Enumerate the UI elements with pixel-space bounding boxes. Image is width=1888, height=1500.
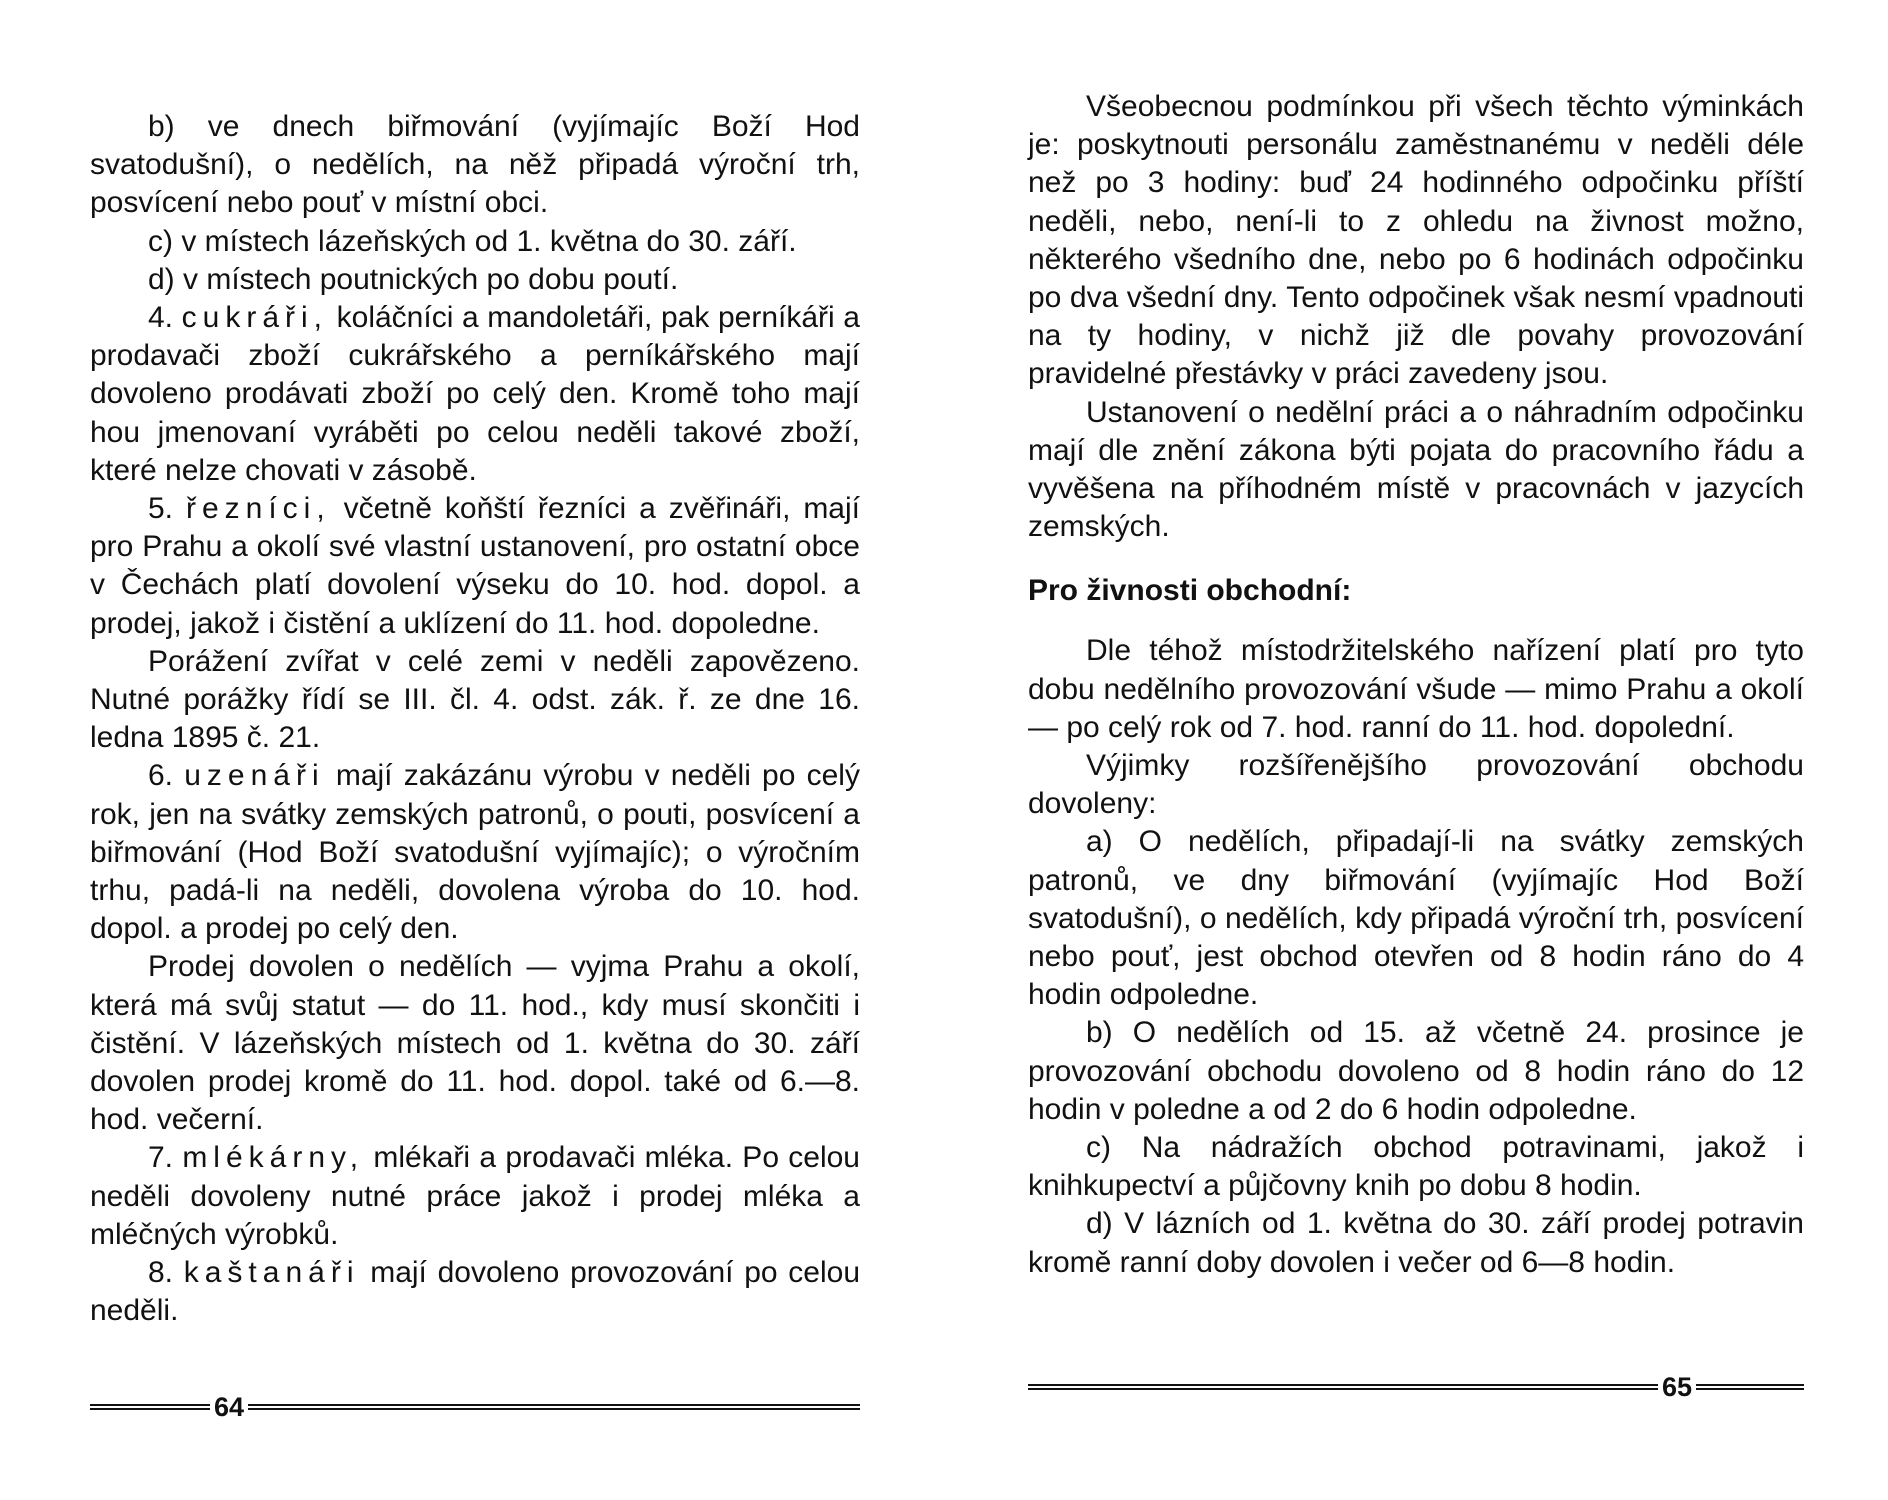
paragraph-d: d) v místech poutnických po dobu poutí. [148,262,679,296]
paragraph-ustanoveni: Ustanovení o nedělní práci a o náhradním odpočinku mají dle znění zákona býti pojata do pracovního řádu a vyvěšena na příhodném místě v pracovnách v jazycích zemských. [1028,395,1804,544]
paragraph-c-right: c) Na nádražích obchod potravinami, jakož i knihkupectví a půjčovny knih po dobu 8 hodin. [1028,1131,1804,1203]
paragraph-6 [90,757,860,948]
page-number: 65 [1662,1372,1693,1402]
item-text: mají dovoleno provozování po celou neděli. [90,1256,861,1328]
left-page-footer [90,1392,860,1422]
paragraph-dle: Dle téhož místodržitelského nařízení platí pro tyto dobu nedělního provozování všude — mimo Prahu a okolí — po celý rok od 7. hod. ranní do 11. hod. dopolední. [1028,634,1804,744]
item-text: mlékaři a prodavači mléka. Po celou neděli dovoleny nutné práce jakož i prodej mléka a mléčných výrobků. [90,1141,860,1251]
paragraph-b: b) ve dnech biřmování (vyjímajíc Boží Hod svatodušní), o nedělích, na něž připadá výroční trh, posvícení nebo pouť v místní obci. [90,110,860,220]
paragraph-d-right: d) V lázních od 1. května do 30. září prodej potravin kromě ranní doby dovolen i večer od 6—8 hodin. [1028,1207,1804,1279]
item-number: 4. [148,301,174,335]
paragraph-4 [90,299,860,490]
paragraph-b-right: b) O nedělích od 15. až včetně 24. prosince je provozování obchodu dovoleno od 8 hodin ráno do 12 hodin v poledne a od 2 do 6 hodin odpoledne. [1028,1016,1804,1126]
section-heading: Pro živnosti obchodní: [1028,574,1352,608]
paragraph-7 [90,1139,860,1254]
item-number: 8. [148,1256,174,1290]
spaced-term: řezníci, [185,492,331,526]
right-page-footer [1028,1372,1804,1402]
right-page [1028,88,1804,1282]
spaced-term: kaštanáři [183,1256,360,1290]
item-text: včetně koňští řezníci a zvěřináři, mají pro Prahu a okolí své vlastní ustanovení, pro ostatní obce v Čechách platí dovolení výseku do 10. hod. dopol. a prodej, jakož i čistění a uklízení do 11. hod. dopoledne. [90,492,860,640]
item-number: 5. [148,492,174,526]
double-rule [248,1404,860,1410]
spaced-term: cukráři, [181,301,329,335]
spaced-term: mlékárny, [182,1141,365,1175]
paragraph-8 [90,1254,860,1330]
paragraph-porazeni: Porážení zvířat v celé zemi v neděli zapovězeno. Nutné porážky řídí se III. čl. 4. odst. zák. ř. ze dne 16. ledna 1895 č. 21. [90,644,860,755]
page-number: 64 [214,1392,245,1422]
paragraph-vseobecnou: Všeobecnou podmínkou při všech těchto výminkách je: poskytnouti personálu zaměstnanému v neděli déle než po 3 hodiny: buď 24 hodinného odpočinku příští neděli, nebo, není-li to z ohledu na živnost možno, některého všedního dne, nebo po 6 hodinách odpočinku po dva všední dny. Tento odpočinek však nesmí vpadnouti na ty hodiny, v nichž již dle povahy provozování pravidelné přestávky v práci zavedeny jsou. [1028,90,1804,391]
double-rule [90,1404,210,1410]
paragraph-5 [90,490,860,643]
paragraph-a: a) O nedělích, připadají-li na svátky zemských patronů, ve dny biřmování (vyjímajíc Hod Boží svatodušní), o nedělích, kdy připadá výroční trh, posvícení nebo pouť, jest obchod otevřen od 8 hodin ráno do 4 hodin odpoledne. [1028,825,1804,1012]
item-text: koláčníci a mandoletáři, pak perníkáři a prodavači zboží cukrářského a perníkářského mají dovoleno prodávati zboží po celý den. Kromě toho mají hou jmenovaní vyráběti po celou neděli takové zboží, které nelze chovati v zásobě. [90,301,860,487]
item-number: 6. [148,759,174,793]
item-text: mají zakázánu výrobu v neděli po celý rok, jen na svátky zemských patronů, o pouti, posvícení a biřmování (Hod Boží svatodušní vyjímajíc); o výročním trhu, padá-li na neděli, dovolena výroba do 10. hod. dopol. a prodej po celý den. [90,759,860,946]
item-number: 7. [148,1141,174,1175]
spaced-term: uzenáři [184,759,325,793]
paragraph-vyjimky: Výjimky rozšířenějšího provozování obchodu dovoleny: [1028,749,1804,821]
paragraph-prodej: Prodej dovolen o nedělích — vyjma Prahu a okolí, která má svůj statut — do 11. hod., kdy musí skončiti i čistění. V lázeňských místech od 1. května do 30. září dovolen prodej kromě do 11. hod. dopol. také od 6.—8. hod. večerní. [90,950,860,1137]
double-rule [1696,1384,1804,1390]
double-rule [1028,1384,1658,1390]
paragraph-c: c) v místech lázeňských od 1. května do 30. září. [148,224,797,258]
left-page [90,108,860,1331]
